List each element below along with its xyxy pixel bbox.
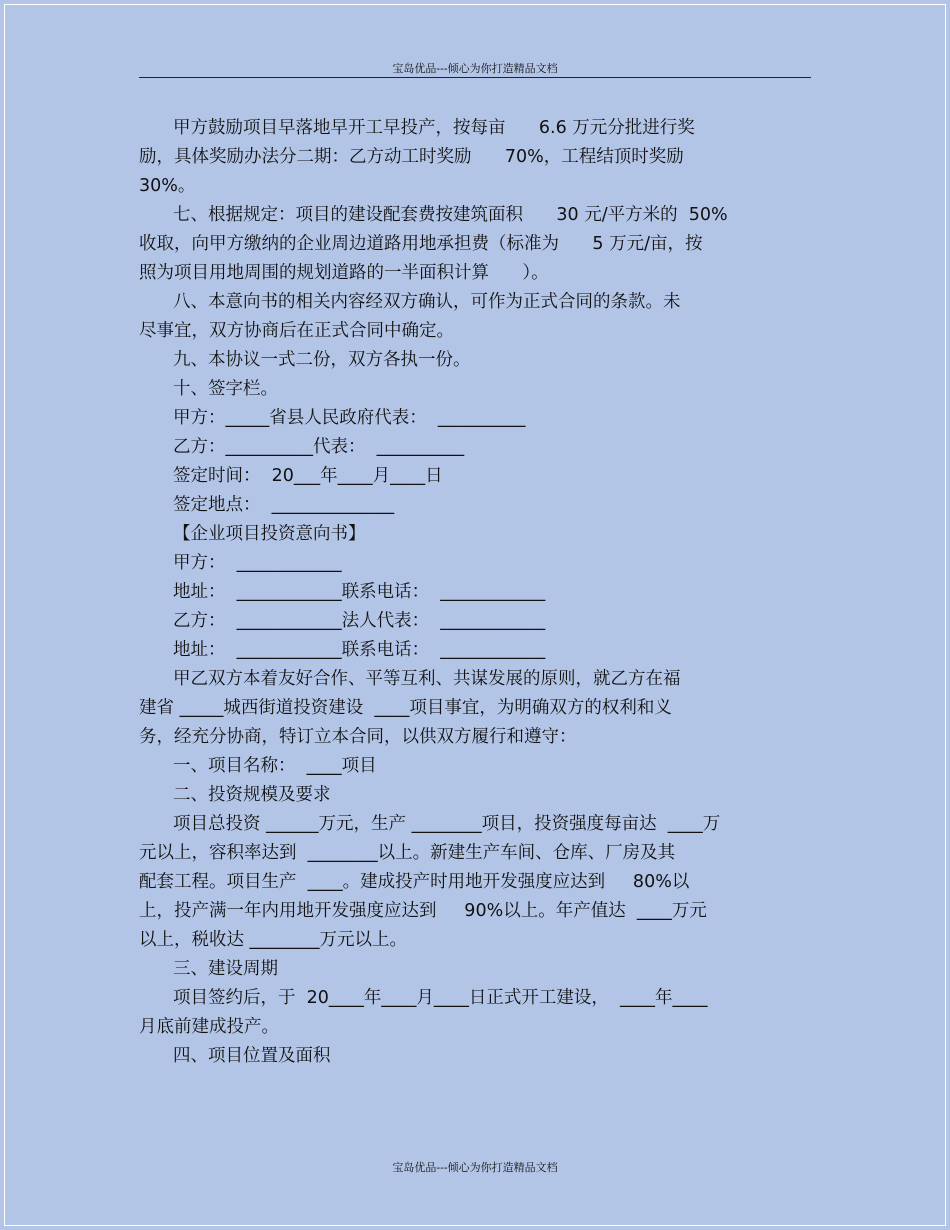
text-line: 八、本意向书的相关内容经双方确认，可作为正式合同的条款。未 [173,292,681,312]
text-line: 乙方：__________代表： __________ [173,437,465,457]
text-line: 上，投产满一年内用地开发强度应达到 90%以上。年产值达 ____万元 [139,901,707,921]
text-line: 配套工程。项目生产 ____。建成投产时用地开发强度应达到 80%以 [139,872,690,892]
text-line: 四、项目位置及面积 [173,1046,331,1066]
text-line: 甲方鼓励项目早落地早开工早投产，按每亩 6.6 万元分批进行奖 [173,118,695,138]
text-line: 以上，税收达 ________万元以上。 [139,930,408,950]
text-line: 建省 _____城西街道投资建设 ____项目事宜，为明确双方的权利和义 [139,698,672,718]
text-line: 三、建设周期 [173,959,278,979]
text-line: 尽事宜，双方协商后在正式合同中确定。 [139,321,454,341]
text-line: 元以上，容积率达到 ________以上。新建生产车间、仓库、厂房及其 [139,843,676,863]
page-footer: 宝岛优品---倾心为你打造精品文档 [392,1161,558,1174]
text-line: 甲方：_____省县人民政府代表： __________ [173,408,526,428]
text-line: 照为项目用地周围的规划道路的一半面积计算 ）。 [139,263,549,283]
text-line: 项目签约后，于 20____年____月____日正式开工建设， ____年____ [173,988,708,1008]
text-line: 签定时间： 20___年____月____日 [173,466,443,486]
text-line: 十、签字栏。 [173,379,278,399]
text-line: 30%。 [139,176,196,196]
text-line: 甲方： ____________ [173,553,342,573]
text-line: 项目总投资 ______万元，生产 ________项目，投资强度每亩达 ____万 [173,814,721,834]
page-header: 宝岛优品---倾心为你打造精品文档 [392,62,558,75]
text-line: 七、根据规定：项目的建设配套费按建筑面积 30 元/平方米的 50% [173,205,728,225]
document-body [139,114,814,1071]
header-rule [139,77,811,78]
text-line: 【企业项目投资意向书】 [173,524,366,544]
text-line: 签定地点： ______________ [173,495,395,515]
text-line: 收取，向甲方缴纳的企业周边道路用地承担费（标准为 5 万元/亩，按 [139,234,703,254]
text-line: 月底前建成投产。 [139,1017,279,1037]
text-line: 务，经充分协商，特订立本合同，以供双方履行和遵守： [139,727,577,747]
text-line: 地址： ____________联系电话： ____________ [173,640,546,660]
text-line: 甲乙双方本着友好合作、平等互利、共谋发展的原则，就乙方在福 [173,669,681,689]
text-line: 励，具体奖励办法分二期：乙方动工时奖励 70%，工程结顶时奖励 [139,147,684,167]
text-line: 地址： ____________联系电话： ____________ [173,582,546,602]
text-line: 乙方： ____________法人代表： ____________ [173,611,546,631]
text-line: 二、投资规模及要求 [173,785,331,805]
text-line: 一、项目名称： ____项目 [173,756,377,776]
text-line: 九、本协议一式二份，双方各执一份。 [173,350,471,370]
